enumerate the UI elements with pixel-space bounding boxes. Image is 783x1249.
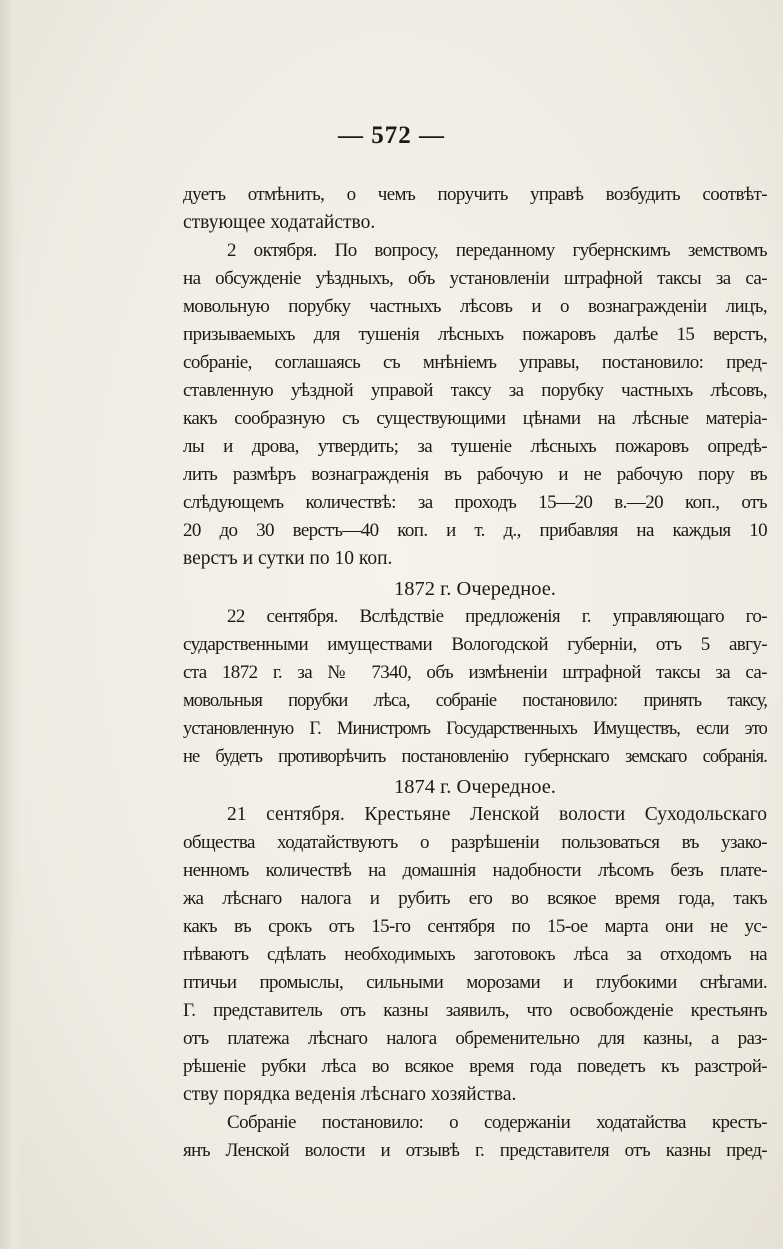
text-line: какъ сообразную съ существующими цѣнами на лѣсные матеріа-: [183, 408, 767, 429]
text-line: 20 до 30 верстъ—40 коп. и т. д., прибавляя на каждыя 10: [183, 520, 767, 541]
text-line: 2 октября. По вопросу, переданному губернскимъ земствомъ: [227, 240, 767, 261]
text-line: общества ходатайствуютъ о разрѣшеніи пользоваться въ узако-: [183, 832, 767, 853]
text-line: ста 1872 г. за № 7340, объ измѣненіи штрафной таксы за са-: [183, 662, 767, 683]
text-line: отъ платежа лѣснаго налога обременительно для казны, а раз-: [183, 1028, 767, 1049]
text-line: не будетъ противорѣчить постановленію губернскаго земскаго собранія.: [183, 747, 767, 767]
text-line: собраніе, соглашаясь съ мнѣніемъ управы, постановило: пред-: [183, 352, 767, 373]
text-line: янъ Ленской волости и отзывѣ г. представителя отъ казны пред-: [183, 1140, 767, 1161]
section-heading: 1872 г. Очередное.: [394, 578, 556, 600]
text-line: на обсужденіе уѣздныхъ, объ установленіи штрафной таксы за са-: [183, 268, 767, 289]
text-line: птичьи промыслы, сильными морозами и глубокими снѣгами.: [183, 972, 767, 993]
text-line: лы и дрова, утвердить; за тушеніе лѣсныхъ пожаровъ опредѣ-: [183, 436, 767, 457]
text-line: пѣваютъ сдѣлать необходимыхъ заготовокъ лѣса за отходомъ на: [183, 944, 767, 965]
text-line: ставленную уѣздной управой таксу за порубку частныхъ лѣсовъ,: [183, 380, 767, 401]
text-line: жа лѣснаго налога и рубить его во всякое время года, такъ: [183, 888, 767, 909]
text-line: рѣшеніе рубки лѣса во всякое время года поведетъ къ разстрой-: [183, 1056, 767, 1077]
text-line: мовольныя порубки лѣса, собраніе постановило: принять таксу,: [183, 691, 767, 711]
text-line: Г. представитель отъ казны заявилъ, что освобожденіе крестьянъ: [183, 1000, 767, 1021]
text-line: ствующее ходатайство.: [183, 212, 376, 233]
text-line: сударственными имуществами Вологодской губерніи, отъ 5 авгу-: [183, 634, 767, 655]
text-line: ненномъ количествѣ на домашнія надобности лѣсомъ безъ плате-: [183, 860, 767, 881]
page-binding-edge: [0, 0, 22, 1249]
text-line: верстъ и сутки по 10 коп.: [183, 548, 393, 569]
text-line: мовольную порубку частныхъ лѣсовъ и о вознагражденіи лицъ,: [183, 296, 767, 317]
text-line: слѣдующемъ количествѣ: за проходъ 15—20 в.—20 коп., отъ: [183, 492, 767, 513]
text-line: ству порядка веденія лѣснаго хозяйства.: [183, 1084, 517, 1105]
text-line: какъ въ срокъ отъ 15-го сентября по 15-ое марта они не ус-: [183, 916, 767, 937]
page-number: — 572 —: [338, 122, 445, 149]
text-line: призываемыхъ для тушенія лѣсныхъ пожаровъ далѣе 15 верстъ,: [183, 324, 767, 345]
text-line: 22 сентября. Вслѣдствіе предложенія г. управляющаго го-: [227, 606, 767, 627]
text-line: лить размѣръ вознагражденія въ рабочую и не рабочую пору въ: [183, 464, 767, 485]
section-heading: 1874 г. Очередное.: [394, 776, 556, 798]
text-line: дуетъ отмѣнить, о чемъ поручить управѣ возбудить соотвѣт-: [183, 184, 767, 205]
body-text: [183, 181, 767, 1165]
text-line: установленную Г. Министромъ Государственныхъ Имуществъ, если это: [183, 719, 767, 739]
text-line: Собраніе постановило: о содержаніи ходатайства кресть-: [227, 1112, 767, 1133]
text-line: 21 сентября. Крестьяне Ленской волости Суходольскаго: [227, 804, 767, 825]
